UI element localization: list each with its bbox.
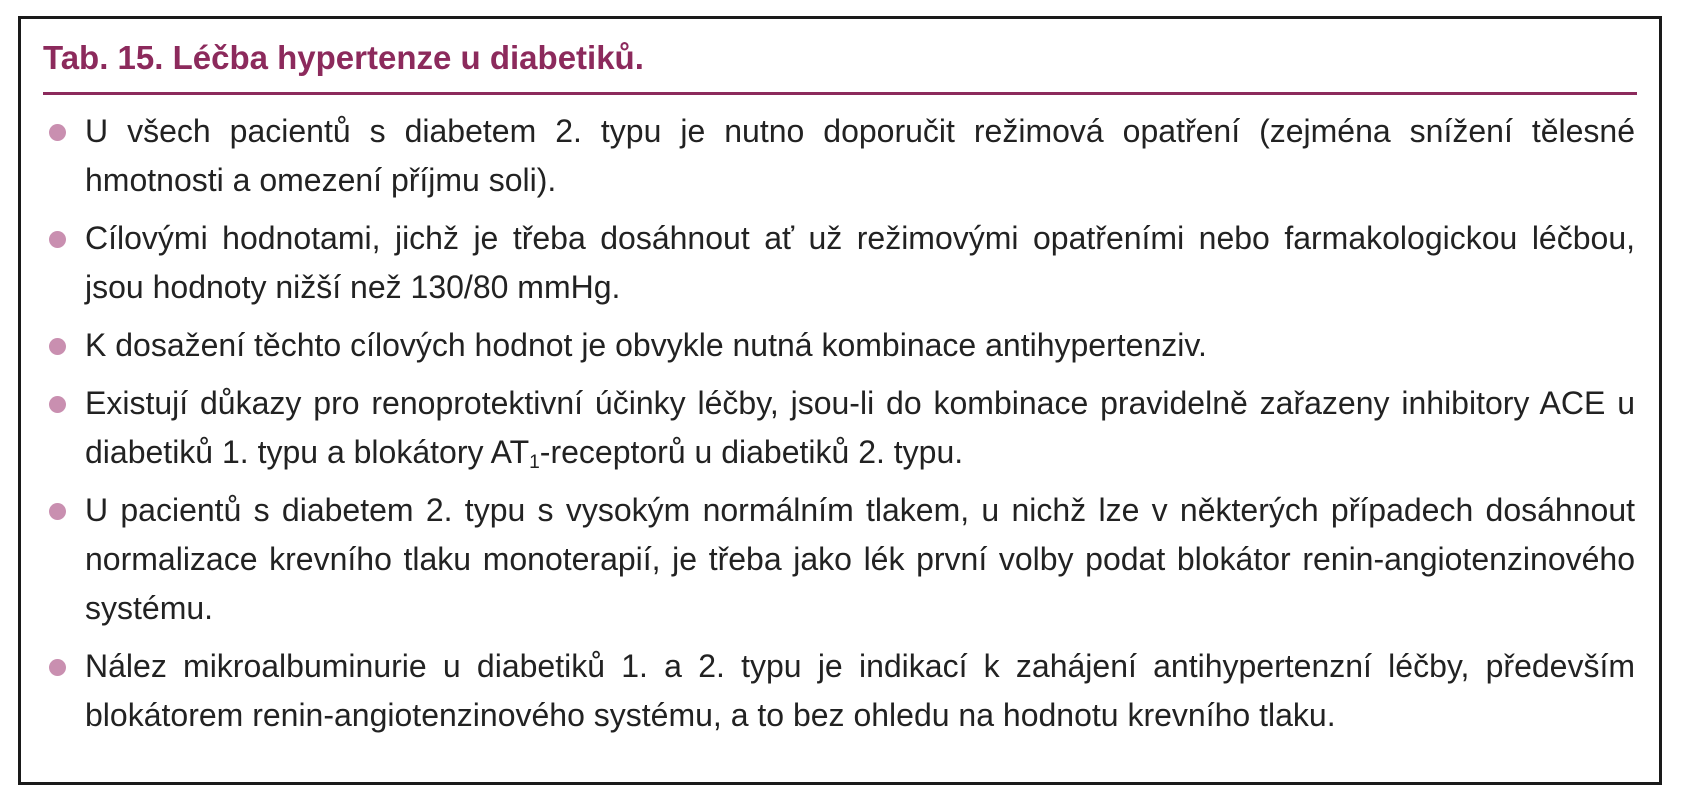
bullet-icon bbox=[49, 503, 66, 520]
list-item bbox=[43, 642, 1635, 740]
title-divider bbox=[43, 92, 1637, 95]
bullet-icon bbox=[49, 396, 66, 413]
list-item-text: U pacientů s diabetem 2. typu s vysokým normálním tlakem, u nichž lze v některých případech dosáhnout normalizace krevního tlaku monoterapií, je třeba jako lék první volby podat blokátor renin-angiotenzinového systému. bbox=[85, 492, 1635, 626]
bullet-icon bbox=[49, 231, 66, 248]
table-box bbox=[18, 16, 1662, 785]
table-title: Tab. 15. Léčba hypertenze u diabetiků. bbox=[43, 39, 644, 76]
list-item-text: Cílovými hodnotami, jichž je třeba dosáhnout ať už režimovými opatřeními nebo farmakologickou léčbou, jsou hodnoty nižší než 130/80 mmHg. bbox=[85, 220, 1635, 305]
list-item-text: U všech pacientů s diabetem 2. typu je nutno doporučit režimová opatření (zejména snížení tělesné hmotnosti a omezení příjmu soli). bbox=[85, 113, 1635, 198]
list-item-text-end: -receptorů u diabetiků 2. typu. bbox=[539, 434, 964, 470]
list-item-text: Nález mikroalbuminurie u diabetiků 1. a 2. typu je indikací k zahájení antihypertenzní léčby, především blokátorem renin-angiotenzinového systému, a to bez ohledu na hodnotu krevního tlaku. bbox=[85, 648, 1635, 733]
list-item bbox=[43, 321, 1635, 370]
bullet-icon bbox=[49, 659, 66, 676]
list-item bbox=[43, 379, 1635, 477]
list-item bbox=[43, 214, 1635, 312]
bullet-icon bbox=[49, 124, 66, 141]
recommendation-list bbox=[43, 107, 1635, 749]
list-item bbox=[43, 107, 1635, 205]
list-item-text: K dosažení těchto cílových hodnot je obvykle nutná kombinace antihypertenziv. bbox=[85, 327, 1207, 363]
list-item-text bbox=[85, 385, 1635, 473]
bullet-icon bbox=[49, 338, 66, 355]
list-item-text-start: Existují důkazy pro renoprotektivní účinky léčby, jsou-li do kombinace pravidelně zařazeny inhibitory ACE u diabetiků 1. typu a blokátory AT bbox=[85, 385, 1635, 470]
subscript: 1 bbox=[529, 451, 540, 473]
list-item bbox=[43, 486, 1635, 633]
